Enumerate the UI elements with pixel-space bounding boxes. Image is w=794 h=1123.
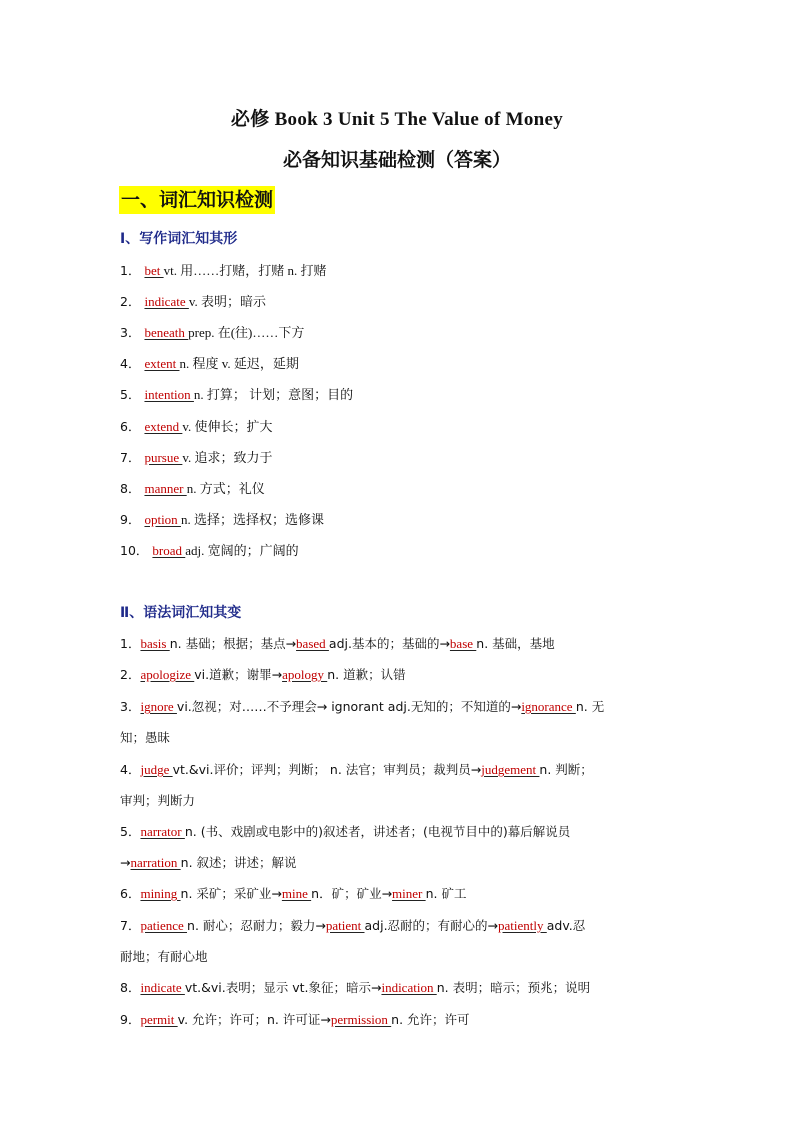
- line-text: 2．: [120, 667, 141, 682]
- grammar-line: [120, 634, 555, 652]
- definition-text: n. 方式；礼仪: [186, 481, 265, 496]
- answer-word: narrator: [140, 824, 185, 839]
- answer-word: extent: [144, 356, 180, 371]
- definition-text: v. 使伸长；扩大: [182, 419, 273, 434]
- answer-word: mining: [140, 886, 181, 901]
- line-text: n. 耐心；忍耐力；毅力→: [187, 918, 326, 933]
- vocab-item: [120, 540, 299, 559]
- definition-text: prep. 在(往)……下方: [188, 325, 305, 340]
- vocab-item: [120, 416, 273, 435]
- grammar-line: [120, 665, 406, 683]
- item-number: 9．: [120, 512, 141, 527]
- answer-word: permission: [330, 1012, 392, 1027]
- answer-word: ignore: [140, 699, 177, 714]
- line-text: adv.忍: [546, 918, 586, 933]
- line-text: 5．: [120, 824, 141, 839]
- line-text: v. 允许；许可；n. 许可证→: [177, 1012, 331, 1027]
- answer-word: patiently: [498, 918, 547, 933]
- vocab-item: [120, 322, 304, 341]
- line-text: n. 采矿；采矿业→: [180, 886, 282, 901]
- answer-word: bet: [144, 263, 164, 278]
- answer-word: judge: [140, 762, 173, 777]
- item-number: 1．: [120, 263, 141, 278]
- item-number: 5．: [120, 387, 141, 402]
- answer-word: basis: [140, 636, 170, 651]
- line-text: vi.忽视；对……不予理会→ ignorant adj.无知的；不知道的→: [176, 699, 522, 714]
- vocab-item: [120, 260, 326, 279]
- answer-word: judgement: [481, 762, 540, 777]
- line-text: 审判；判断力: [120, 793, 196, 808]
- line-text: n. 允许；许可: [391, 1012, 470, 1027]
- answer-word: pursue: [144, 450, 183, 465]
- answer-word: ignorance: [521, 699, 576, 714]
- vocab-item: [120, 478, 265, 497]
- answer-word: beneath: [144, 325, 189, 340]
- part1-heading: Ⅰ、写作词汇知其形: [120, 231, 238, 247]
- line-text: →: [120, 855, 131, 870]
- definition-text: adj. 宽阔的；广阔的: [185, 543, 299, 558]
- line-text: n. 道歉；认错: [327, 667, 406, 682]
- grammar-line: [120, 728, 170, 746]
- grammar-line: [120, 978, 590, 996]
- line-text: n. 无: [575, 699, 605, 714]
- grammar-line: [120, 791, 195, 809]
- grammar-line: [120, 947, 208, 965]
- line-text: n. 矿工: [425, 886, 467, 901]
- vocab-item: [120, 447, 273, 466]
- definition-text: n. 打算； 计划；意图；目的: [193, 387, 354, 402]
- line-text: 知；愚昧: [120, 730, 171, 745]
- grammar-line: [120, 884, 467, 902]
- item-number: 4．: [120, 356, 141, 371]
- answer-word: intention: [144, 387, 194, 402]
- grammar-line: [120, 853, 297, 871]
- vocab-item: [120, 509, 324, 528]
- item-number: 8．: [120, 481, 141, 496]
- line-text: vt.&vi.评价；评判；判断； n. 法官；审判员；裁判员→: [172, 762, 482, 777]
- answer-word: extend: [144, 419, 183, 434]
- line-text: 6．: [120, 886, 141, 901]
- line-text: 3．: [120, 699, 141, 714]
- line-text: n. 基础，基地: [476, 636, 555, 651]
- answer-word: broad: [152, 543, 186, 558]
- definition-text: n. 选择；选择权；选修课: [180, 512, 324, 527]
- answer-word: patient: [325, 918, 365, 933]
- answer-word: indicate: [144, 294, 189, 309]
- answer-word: patience: [140, 918, 188, 933]
- line-text: n. 叙述；讲述；解说: [180, 855, 297, 870]
- line-text: 1．: [120, 636, 141, 651]
- item-number: 6．: [120, 419, 141, 434]
- definition-text: vt. 用……打赌，打赌 n. 打赌: [163, 263, 327, 278]
- page-subtitle: 必备知识基础检测（答案）: [282, 149, 511, 171]
- vocab-item: [120, 384, 353, 403]
- item-number: 7．: [120, 450, 141, 465]
- item-number: 2．: [120, 294, 141, 309]
- section-heading-vocabulary: 一、词汇知识检测: [119, 186, 275, 214]
- line-text: vi.道歉；谢罪→: [194, 667, 283, 682]
- line-text: 7．: [120, 918, 141, 933]
- answer-word: mine: [281, 886, 312, 901]
- line-text: n. 表明；暗示；预兆；说明: [436, 980, 591, 995]
- line-text: n. 基础；根据；基点→: [169, 636, 297, 651]
- vocab-item: [120, 353, 299, 372]
- answer-word: miner: [392, 886, 426, 901]
- answer-word: permit: [140, 1012, 178, 1027]
- line-text: n. 判断；: [539, 762, 593, 777]
- answer-word: narration: [130, 855, 181, 870]
- item-number: 3．: [120, 325, 141, 340]
- item-number: 10．: [120, 543, 149, 558]
- line-text: 9．: [120, 1012, 141, 1027]
- definition-text: v. 表明；暗示: [188, 294, 267, 309]
- answer-word: indication: [381, 980, 437, 995]
- definition-text: n. 程度 v. 延迟，延期: [179, 356, 299, 371]
- answer-word: apologize: [140, 667, 195, 682]
- answer-word: indicate: [140, 980, 185, 995]
- answer-word: manner: [144, 481, 187, 496]
- line-text: 8．: [120, 980, 141, 995]
- page-title: 必修 Book 3 Unit 5 The Value of Money: [230, 109, 564, 130]
- line-text: n．矿；矿业→: [311, 886, 393, 901]
- answer-word: apology: [282, 667, 328, 682]
- grammar-line: [120, 760, 593, 778]
- definition-text: v. 追求；致力于: [182, 450, 273, 465]
- answer-word: option: [144, 512, 181, 527]
- line-text: adj.基本的；基础的→: [328, 636, 450, 651]
- grammar-line: [120, 697, 604, 715]
- part2-heading: Ⅱ、语法词汇知其变: [120, 605, 242, 621]
- line-text: 4．: [120, 762, 141, 777]
- line-text: n. (书、戏剧或电影中的)叙述者，讲述者；(电视节目中的)幕后解说员: [184, 824, 571, 839]
- grammar-line: [120, 1010, 470, 1028]
- answer-word: based: [296, 636, 329, 651]
- line-text: 耐地；有耐心地: [120, 949, 208, 964]
- vocab-item: [120, 291, 266, 310]
- grammar-line: [120, 822, 570, 840]
- grammar-line: [120, 916, 585, 934]
- line-text: vt.&vi.表明；显示 vt.象征；暗示→: [184, 980, 382, 995]
- answer-word: base: [449, 636, 477, 651]
- line-text: adj.忍耐的；有耐心的→: [364, 918, 499, 933]
